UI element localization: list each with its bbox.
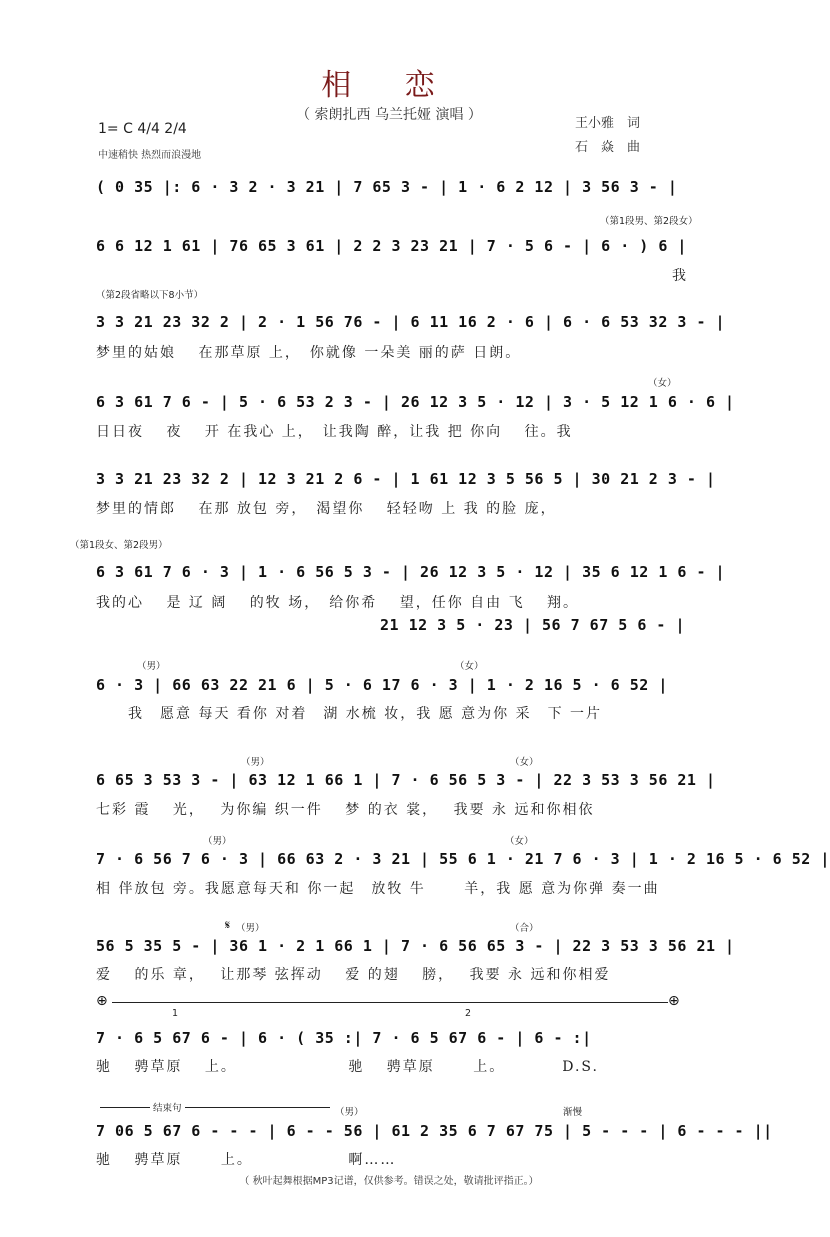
notation-line-7: 6 · 3 | 66 63 22 21 6 | 5 · 6 17 6 · 3 | 1 · 2 16 5 · 6 52 | (96, 676, 668, 694)
tempo-marking: 中速稍快 热烈而浪漫地 (98, 150, 202, 161)
composer-credit: 石 焱 曲 (575, 140, 641, 155)
coda-sign: ⊕ (668, 993, 680, 1009)
lyric-line-9: 相 伴放包 旁。我愿意每天和 你一起 放牧 牛 羊，我 愿 意为你弹 奏一曲 (96, 881, 660, 897)
segno-sign: 𝄋 (225, 918, 231, 932)
notation-line-8: 6 65 3 53 3 - | 63 12 1 66 1 | 7 · 6 56 5 3 - | 22 3 53 3 56 21 | (96, 771, 716, 789)
lyric-line-11: 驰 骋草原 上。 驰 骋草原 上。 D.S. (96, 1059, 599, 1075)
notation-line-6-harmony: 21 12 3 5 · 23 | 56 7 67 5 6 - | (380, 616, 685, 634)
part-annotation: （男） (335, 1107, 364, 1118)
notation-line-9: 7 · 6 56 7 6 · 3 | 66 63 2 · 3 21 | 55 6 1 · 21 7 6 · 3 | 1 · 2 16 5 · 6 52 | (96, 850, 830, 868)
part-annotation: （女） (455, 661, 484, 672)
notation-line-3: 3 3 21 23 32 2 | 2 · 1 56 76 - | 6 11 16 2 · 6 | 6 · 6 53 32 3 - | (96, 313, 726, 331)
ending-bracket-line (100, 1107, 330, 1108)
part-annotation: （男） (203, 836, 232, 847)
part-annotation: （合） (510, 923, 539, 934)
part-annotation: （女） (505, 836, 534, 847)
ending-label: 结束句 (150, 1100, 185, 1114)
singers-line: （ 索朗扎西 乌兰托娅 演唱 ） (296, 107, 482, 123)
notation-line-2: 6 6 12 1 61 | 76 65 3 61 | 2 2 3 23 21 | 7 · 5 6 - | 6 · ) 6 | (96, 237, 687, 255)
notation-line-10: 56 5 35 5 - | 36 1 · 2 1 66 1 | 7 · 6 56 65 3 - | 22 3 53 3 56 21 | (96, 937, 735, 955)
notation-line-4: 6 3 61 7 6 - | 5 · 6 53 2 3 - | 26 12 3 5 · 12 | 3 · 5 12 1 6 · 6 | (96, 393, 735, 411)
volta-bracket-line (112, 1002, 668, 1003)
coda-sign: ⊕ (96, 993, 108, 1009)
lyric-line-7: 我 愿意 每天 看你 对着 湖 水梳 妆，我 愿 意为你 采 下 一片 (96, 706, 603, 722)
notation-line-6: 6 3 61 7 6 · 3 | 1 · 6 56 5 3 - | 26 12 3 5 · 12 | 35 6 12 1 6 - | (96, 563, 726, 581)
part-annotation: （女） (648, 378, 677, 389)
transcriber-note: （ 秋叶起舞根据MP3记谱，仅供参考。错误之处，敬请批评指正。） (239, 1176, 539, 1187)
lyric-line-12: 驰 骋草原 上。 啊…… (96, 1152, 397, 1168)
part-annotation: （第2段省略以下8小节） (96, 290, 204, 301)
tempo-change-label: 渐慢 (563, 1107, 583, 1118)
notation-line-1: ( 0 35 |: 6 · 3 2 · 3 21 | 7 65 3 - | 1 · 6 2 12 | 3 56 3 - | (96, 178, 678, 196)
volta-1-label: 1 (172, 1008, 179, 1019)
notation-line-5: 3 3 21 23 32 2 | 12 3 21 2 6 - | 1 61 12 3 5 56 5 | 30 21 2 3 - | (96, 470, 716, 488)
lyricist-credit: 王小雅 词 (575, 116, 641, 131)
key-signature: 1= C 4/4 2/4 (98, 121, 187, 137)
lyric-line-4: 日日夜 夜 开 在我心 上， 让我陶 醉，让我 把 你向 往。我 (96, 424, 573, 440)
lyric-line-10: 爱 的乐 章， 让那琴 弦挥动 爱 的翅 膀， 我要 永 远和你相爱 (96, 967, 611, 983)
lyric-line-6: 我的心 是 辽 阔 的牧 场， 给你希 望，任你 自由 飞 翔。 (96, 595, 580, 611)
part-annotation: （第1段女、第2段男） (70, 540, 168, 551)
part-annotation: （女） (510, 757, 539, 768)
part-annotation: （第1段男、第2段女） (600, 216, 698, 227)
part-annotation: （男） (236, 923, 265, 934)
notation-line-11: 7 · 6 5 67 6 - | 6 · ( 35 :| 7 · 6 5 67 6 - | 6 - :| (96, 1029, 592, 1047)
lyric-line-3: 梦里的姑娘 在那草原 上， 你就像 一朵美 丽的萨 日朗。 (96, 345, 522, 361)
part-annotation: （男） (241, 757, 270, 768)
lyric-line-5: 梦里的情郎 在那 放包 旁， 渴望你 轻轻吻 上 我 的脸 庞， (96, 501, 557, 517)
volta-2-label: 2 (465, 1008, 472, 1019)
notation-line-12: 7 06 5 67 6 - - - | 6 - - 56 | 61 2 35 6 7 67 75 | 5 - - - | 6 - - - || (96, 1122, 773, 1140)
song-title: 相 恋 (321, 68, 457, 103)
lyric-line-2: 我 (96, 268, 688, 284)
lyric-line-8: 七彩 霞 光， 为你编 织一件 梦 的衣 裳， 我要 永 远和你相依 (96, 802, 595, 818)
part-annotation: （男） (137, 661, 166, 672)
